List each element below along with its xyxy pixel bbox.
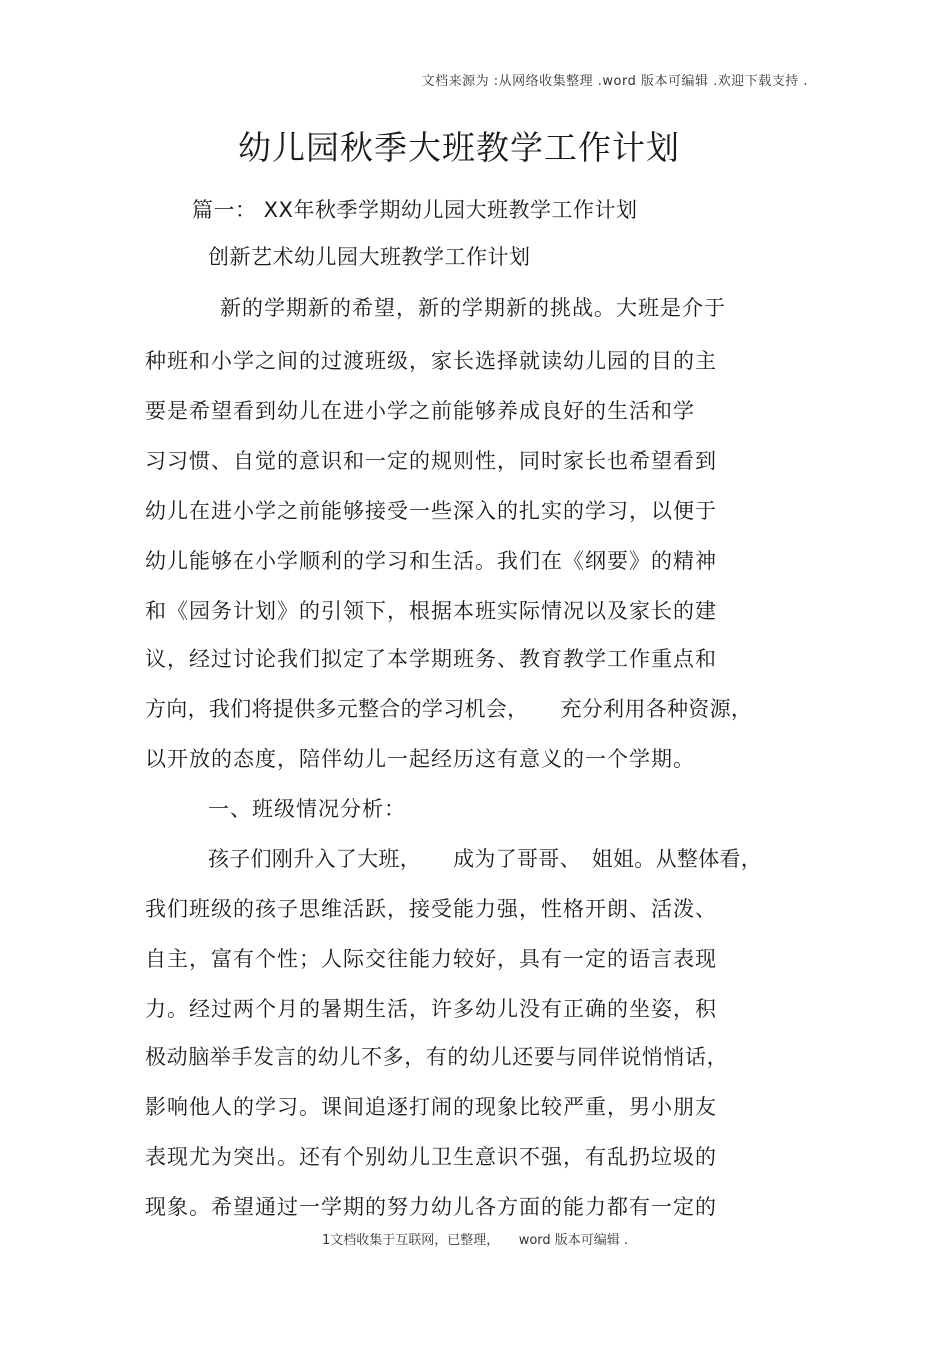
subtitle-kindergarten: 创新艺术幼儿园大班教学工作计划 [208,245,531,269]
body-line: 新的学期新的希望，新的学期新的挑战。大班是介于 [220,296,726,320]
body-line: 以开放的态度，陪伴幼儿一起经历这有意义的一个学期。 [145,747,695,771]
header-note: 文档来源为 :从网络收集整理 .word 版本可编辑 .欢迎下载支持 . [421,74,808,89]
body-line: 方向，我们将提供多元整合的学习机会， 充分利用各种资源， [145,697,753,721]
body-line: 议，经过讨论我们拟定了本学期班务、教育教学工作重点和 [145,647,717,671]
body-line: 表现尤为突出。还有个别幼儿卫生意识不强，有乱扔垃圾的 [145,1145,717,1169]
body-line: 种班和小学之间的过渡班级，家长选择就读幼儿园的目的主 [145,349,717,373]
body-line: 力。经过两个月的暑期生活，许多幼儿没有正确的坐姿，积 [145,997,717,1021]
body-line: 孩子们刚升入了大班， 成为了哥哥、 姐姐。从整体看， [208,847,763,871]
body-line: 幼儿能够在小学顺利的学习和生活。我们在《纲要》的精神 [145,549,717,573]
body-line: 我们班级的孩子思维活跃，接受能力强，性格开朗、活泼、 [145,897,717,921]
body-line: 极动脑举手发言的幼儿不多，有的幼儿还要与同伴说悄悄话， [145,1045,729,1069]
subtitle-part-one: 篇一： XX年秋季学期幼儿园大班教学工作计划 [192,198,638,222]
body-line: 自主，富有个性；人际交往能力较好，具有一定的语言表现 [145,947,717,971]
body-line: 和《园务计划》的引领下，根据本班实际情况以及家长的建 [145,599,717,623]
document-title: 幼儿园秋季大班教学工作计划 [238,128,680,167]
body-line: 幼儿在进小学之前能够接受一些深入的扎实的学习，以便于 [145,499,717,523]
body-line: 要是希望看到幼儿在进小学之前能够养成良好的生活和学 [145,399,695,423]
footer-note: 1文档收集于互联网，已整理， word 版本可编辑 . [321,1233,629,1248]
body-line: 习习惯、自觉的意识和一定的规则性，同时家长也希望看到 [145,449,717,473]
body-line: 现象。希望通过一学期的努力幼儿各方面的能力都有一定的 [145,1195,717,1219]
body-line: 影响他人的学习。课间追逐打闹的现象比较严重，男小朋友 [145,1095,717,1119]
section-heading: 一、班级情况分析： [208,797,406,821]
